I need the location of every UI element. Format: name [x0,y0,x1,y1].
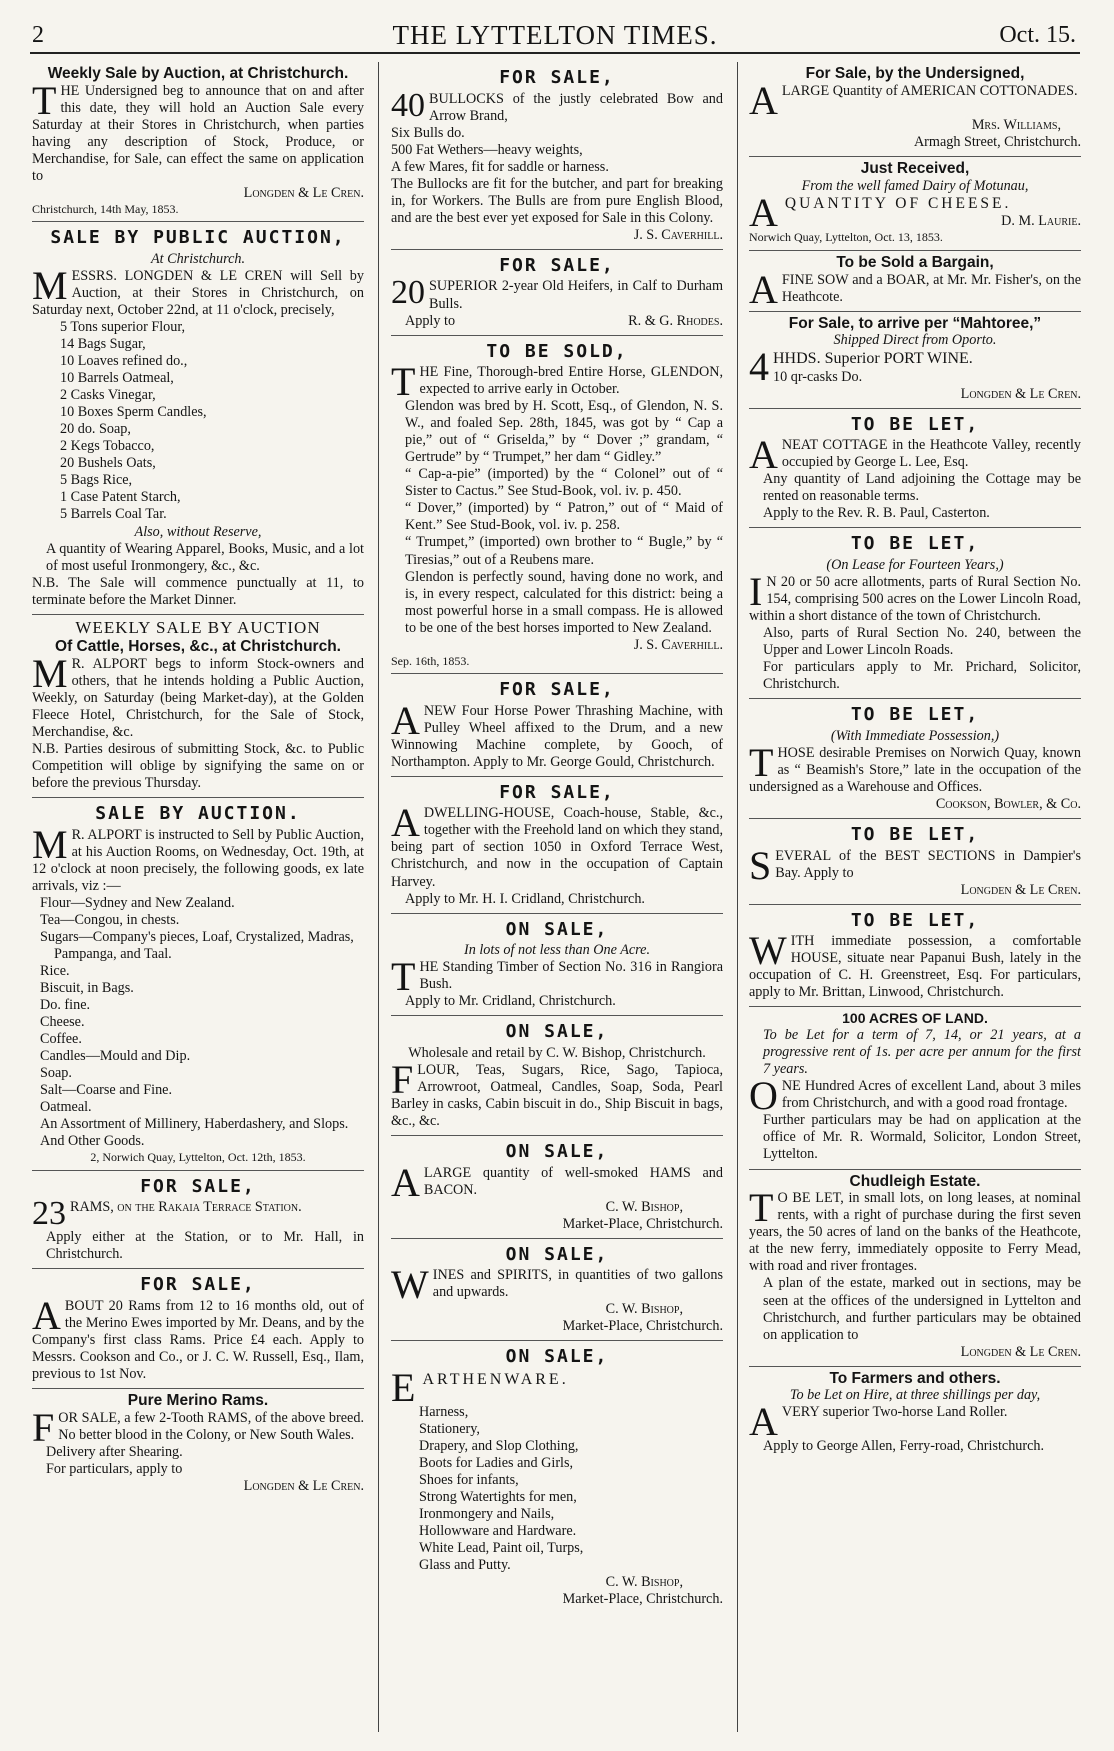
list-item: 5 Tons superior Flour, [60,319,186,336]
advert-heading: TO BE LET, [850,413,980,435]
advert-body: A quantity of Wearing Apparel, Books, Music, and a lot of most useful Ironmongery, &c., &c. [46,540,364,574]
advert-signature: J. S. Caverhill. [633,226,723,243]
advert-body: RAMS, on the Rakaia Terrace Station. [70,1199,302,1216]
advert-apply: Apply to Mr. H. I. Cridland, Christchurch. [405,890,645,907]
advert-body: EVERAL of the BEST SECTIONS in Dampier's Bay. Apply to [775,847,1081,881]
drop-cap: A [749,1399,778,1445]
advert-heading: For Sale, by the Undersigned, [805,65,1025,82]
advert-body: HHDS. Superior PORT WINE. [773,350,973,368]
list-item: 5 Barrels Coal Tar. [60,506,167,523]
advert-signature: D. M. Laurie. [1001,213,1081,230]
advert-signature: Longden & Le Cren. [243,185,364,201]
advert-body: ARTHENWARE. [422,1371,569,1389]
advert-heading: Just Received, [860,159,970,177]
advert-paragraph: For particulars apply to Mr. Prichard, Solicitor, Christchurch. [763,659,1081,693]
advert-heading: FOR SALE, [499,781,615,803]
advert-pure-merino-rams [32,1389,364,1500]
list-item: 1 Case Patent Starch, [60,489,181,506]
drop-cap: M [32,263,68,309]
advert-heading: ON SALE, [505,1243,609,1265]
advert-body: N 20 or 50 acre allotments, parts of Rural Section No. 154, comprising 500 acres on the Lower Lincoln Road, within a short distance of the town of Christchurch. [749,574,1081,625]
advert-date: Norwich Quay, Lyttelton, Oct. 13, 1853. [749,230,943,245]
drop-cap: A [749,266,778,312]
advert-heading: ON SALE, [505,1346,609,1368]
advert-line: A few Mares, fit for saddle or harness. [391,158,609,175]
advert-body-2: The Bullocks are fit for the butcher, and part for breaking in, for Workers. The Bulls are from pure English Blood, and are the best ever yet exposed for Sale in this Colony. [391,175,723,226]
list-item: Coffee. [40,1031,82,1048]
advert-signature: Mrs. Williams, [971,116,1061,133]
drop-cap: I [749,569,763,615]
drop-numeral: 4 [749,344,769,390]
list-item: Soap. [40,1065,72,1082]
advert-heading-2: Of Cattle, Horses, &c., at Christchurch. [55,638,341,656]
advert-heading: TO BE LET, [850,824,980,846]
advert-paragraph: A plan of the estate, marked out in sections, may be seen at the offices of the undersigned in Lyttelton and Christchurch, and further particulars may be obtained on application to [763,1275,1081,1343]
page-number: 2 [32,22,44,48]
drop-cap: M [32,821,68,867]
goods-list [391,1404,723,1574]
advert-heading: FOR SALE, [499,254,615,276]
list-item: Glass and Putty. [419,1557,511,1574]
list-item: An Assortment of Millinery, Haberdashery, and Slops. [40,1116,349,1133]
advert-heading: For Sale, to arrive per “Mahtoree,” [788,314,1042,332]
list-item: Strong Watertights for men, [419,1489,577,1506]
drop-numeral: 40 [391,86,425,124]
drop-cap: W [391,1262,429,1308]
advert-body: ITH immediate possession, a comfortable HOUSE, situate near Papanui Bush, lately in the occupation of C. H. Greenstreet, Esq. For particulars, apply to Mr. Brittan, Linwood, Christchurch. [749,933,1081,1001]
drop-cap: T [391,359,416,405]
list-item: Tea—Congou, in chests. [40,911,180,928]
advert-subheading: Also, without Reserve, [134,523,262,540]
advert-heading: Pure Merino Rams. [127,1392,269,1410]
list-item: Candles—Mould and Dip. [40,1048,191,1065]
advert-bullocks [391,62,723,250]
advert-heading: ON SALE, [505,1021,609,1043]
advert-heading: SALE BY AUCTION. [95,803,301,825]
advert-sale-by-auction [32,798,364,1171]
advert-body: LOUR, Teas, Sugars, Rice, Sago, Tapioca, Arrowroot, Oatmeal, Candles, Soap, Soda, Pearl Barley in casks, Cabin biscuit in do., Ship Biscuit in bags, &c., &c. [391,1061,723,1130]
advert-body: LARGE quantity of well-smoked HAMS and BACON. [423,1164,723,1198]
advert-body: BOUT 20 Rams from 12 to 16 months old, out of the Merino Ewes imported by Mr. Deans, and by the Company's first class Rams. Price £4 each. Apply to Messrs. Cookson and Co., or J. C. W. Russell, Esq., Ilam, previous to 1st Nov. [32,1297,364,1383]
advert-note: N.B. Parties desirous of submitting Stock, &c. to Public Competition will oblige by signifying the same on or before the previous Thursday. [32,741,364,792]
drop-cap: E [391,1365,419,1411]
advert-signature: J. S. Caverhill. [633,636,723,653]
drop-cap: T [391,954,416,1000]
advert-paragraph: “ Trumpet,” (imported) own brother to “ Bugle,” by “ Tiresias,” out of a Reubens mare. [405,534,723,568]
advert-date: Christchurch, 14th May, 1853. [32,202,179,217]
advert-signature: C. W. Bishop, [605,1301,683,1318]
advert-wines-spirits [391,1239,723,1342]
advert-weekly-sale [32,62,364,222]
advert-heading: Weekly Sale by Auction, at Christchurch. [47,65,349,82]
advert-paragraph: Also, parts of Rural Section No. 240, between the Upper and Lower Lincoln Roads. [763,625,1081,659]
advert-body: O BE LET, in small lots, on long leases, at nominal rents, with a right of purchase during the first seven years, the 50 acres of land on the banks of the Heathcote, at the new ferry, immediately opposite to Ferry Mead, with road and river frontages. [749,1190,1081,1275]
advert-cottonades [749,62,1081,157]
advert-signature: Longden & Le Cren. [960,881,1081,898]
advert-heading: ON SALE, [505,1141,609,1163]
list-item: White Lead, Paint oil, Turps, [419,1540,584,1557]
advert-sections [749,819,1081,905]
advert-signature: Longden & Le Cren. [960,1343,1081,1360]
advert-heading: 100 ACRES OF LAND. [842,1010,988,1027]
drop-cap: A [32,1292,61,1338]
list-item: Flour—Sydney and New Zealand. [40,894,235,911]
drop-cap: O [749,1073,778,1119]
list-item: Ironmongery and Nails, [419,1506,555,1523]
advert-body: FINE SOW and a BOAR, at Mr. Mr. Fisher's, on the Heathcote. [781,271,1081,305]
list-item: Rice. [40,962,70,979]
advert-heading: To Farmers and others. [829,1369,1001,1387]
list-item: Sugars—Company's pieces, Loaf, Crystalized, Madras, Pampanga, and Taal. [40,928,354,962]
advert-body: ESSRS. LONGDEN & LE CREN will Sell by Auction, at their Stores in Christchurch, on Saturday next, October 22nd, at 11 o'clock, precisely, [32,268,364,319]
list-item: Oatmeal. [40,1099,92,1116]
advert-line: 500 Fat Wethers—heavy weights, [391,141,583,158]
advert-line: Delivery after Shearing. [46,1443,183,1460]
advert-weekly-cattle-sale [32,615,364,798]
drop-cap: F [391,1056,414,1102]
issue-date: Oct. 15. [999,22,1076,48]
advert-house-papanui [749,905,1081,1008]
drop-cap: S [749,842,772,888]
drop-cap: A [391,800,420,846]
advert-public-auction [32,222,364,614]
list-item: Shoes for infants, [419,1472,519,1489]
list-item: Biscuit, in Bags. [40,980,134,996]
advert-hams-bacon [391,1136,723,1239]
list-item: 2 Kegs Tobacco, [60,438,155,455]
list-item: 20 Bushels Oats, [60,455,156,472]
advert-body: DWELLING-HOUSE, Coach-house, Stable, &c., together with the Freehold land on which they stand, being part of section 1050 in Oxford Terrace West, Christchurch, and now in the occupation of Captain Harvey. [391,805,723,890]
column-rule-1 [378,62,379,1732]
advert-intro: Wholesale and retail by C. W. Bishop, Christchurch. [408,1044,706,1061]
list-item: 2 Casks Vinegar, [60,387,156,404]
list-item: Boots for Ladies and Girls, [419,1455,574,1472]
advert-subheading: (With Immediate Possession,) [830,727,1000,744]
advert-dwelling-house [391,777,723,914]
goods-list [32,895,364,1150]
advert-apply: Apply to the Rev. R. B. Paul, Casterton. [763,505,990,522]
advert-standing-timber [391,914,723,1017]
advert-body: R. ALPORT is instructed to Sell by Public Auction, at his Auction Rooms, on Wednesday, Oct. 19th, at 12 o'clock at noon precisely, the following goods, ex late arrivals, viz :— [32,826,364,894]
advert-body-2: Apply either at the Station, or to Mr. Hall, in Christchurch. [46,1229,364,1263]
goods-list [32,319,364,523]
advert-land-roller [749,1367,1081,1461]
advert-body: SUPERIOR 2-year Old Heifers, in Calf to Durham Bulls. [429,278,723,312]
advert-flour-teas [391,1016,723,1136]
advert-rams-rakaia [32,1171,364,1270]
advert-date: Sep. 16th, 1853. [391,653,470,668]
list-item: And Other Goods. [40,1133,145,1150]
advert-body: NE Hundred Acres of excellent Land, about 3 miles from Christchurch, and with a good road frontage. [781,1078,1081,1112]
advert-signature: C. W. Bishop, [605,1198,683,1215]
advert-subheading: (On Lease for Fourteen Years,) [826,557,1004,574]
advert-body: HE Fine, Thorough-bred Entire Horse, GLENDON, expected to arrive early in October. [419,364,723,398]
advert-heading: To be Sold a Bargain, [836,253,994,271]
advert-line: 10 qr-casks Do. [773,368,863,385]
advert-apply: Apply to George Allen, Ferry-road, Christchurch. [763,1438,1045,1455]
advert-merino-rams [32,1269,364,1389]
drop-cap: M [32,650,68,696]
masthead [30,18,1080,54]
advert-paragraph: “ Dover,” (imported) by “ Patron,” out of “ Maid of Kent.” See Stud-Book, vol. iv. p. 258. [405,500,723,534]
advert-address: Market-Place, Christchurch. [562,1215,723,1232]
advert-port-wine [749,312,1081,409]
advert-cottage [749,409,1081,529]
advert-heifers [391,250,723,336]
advert-body: OR SALE, a few 2-Tooth RAMS, of the above breed. No better blood in the Colony, or New South Wales. [58,1409,364,1443]
advert-body: INES and SPIRITS, in quantities of two gallons and upwards. [432,1267,723,1301]
advert-heading: FOR SALE, [140,1274,256,1296]
list-item: 10 Boxes Sperm Candles, [60,404,207,421]
advert-body: HOSE desirable Premises on Norwich Quay, known as “ Beamish's Store,” late in the occupation of the undersigned as a Warehouse and Offices. [749,744,1081,795]
advert-note: N.B. The Sale will commence punctually at 11, to terminate before the Market Dinner. [32,574,364,608]
advert-paragraph: Glendon is perfectly sound, having done no work, and is, in every respect, calculated for this district: being a most powerful horse in a small compass. He is allowed to be one of the best horses imported to New Zealand. [405,568,723,636]
list-item: 20 do. Soap, [60,421,131,438]
advert-signature: Longden & Le Cren. [243,1478,364,1495]
advert-heading: TO BE LET, [850,704,980,726]
list-item: Cheese. [40,1014,85,1031]
advert-earthenware [391,1341,723,1613]
advert-body: NEW Four Horse Power Thrashing Machine, with Pulley Wheel affixed to the Drum, and a new Winnowing Machine complete, by Gooch, of Northampton. Apply to Mr. George Gould, Christchurch. [391,702,723,770]
advert-body: BULLOCKS of the justly celebrated Bow and Arrow Brand, [429,90,723,124]
list-item: Do. fine. [40,997,91,1014]
drop-cap: T [749,739,774,785]
drop-cap: A [749,189,781,235]
drop-cap: W [749,928,787,974]
advert-subheading: To be Let for a term of 7, 14, or 21 years, at a progressive rent of 1s. per acre per annum for the first 7 years. [763,1027,1081,1078]
list-item: 10 Barrels Oatmeal, [60,370,174,387]
drop-cap: T [749,1185,774,1231]
advert-heading: FOR SALE, [140,1175,256,1197]
advert-glendon-horse [391,336,723,675]
advert-heading: ON SALE, [505,918,609,940]
advert-signature: R. & G. Rhodes. [628,312,723,329]
advert-heading: TO BE LET, [850,533,980,555]
advert-body: HE Standing Timber of Section No. 316 in Rangiora Bush. [419,959,723,993]
advert-paragraph: Any quantity of Land adjoining the Cottage may be rented on reasonable terms. [763,471,1081,505]
drop-numeral: 20 [391,274,425,312]
list-item: Hollowware and Hardware. [419,1523,577,1540]
advert-line [391,313,723,330]
advert-subheading: From the well famed Dairy of Motunau, [801,177,1029,194]
advert-paragraph: Glendon was bred by H. Scott, Esq., of Glendon, N. S. W., and foaled Sep. 28th, 1845, was got by “ Cap a pie,” out of “ Griselda,” by “ Dover ;” grandam, “ Gertrude” by “ Trumpet,” her dam “ Gidley.” [405,398,723,466]
advert-date: 2, Norwich Quay, Lyttelton, Oct. 12th, 1853. [90,1150,306,1165]
advert-cheese [749,157,1081,251]
advert-allotments [749,528,1081,699]
advert-body: R. ALPORT begs to inform Stock-owners and others, that he intends holding a Public Auction, Weekly, on Saturday (being Market-day), at the Golden Fleece Hotel, Christchurch, for the Sale of Stock, Merchandise, &c. [32,655,364,740]
advert-address: Armagh Street, Christchurch. [913,133,1081,150]
advert-heading: WEEKLY SALE BY AUCTION [75,617,321,637]
list-item: 5 Bags Rice, [60,472,133,489]
advert-address: Market-Place, Christchurch. [562,1318,723,1335]
advert-paragraph: Further particulars may be had on application at the office of Mr. R. Wormald, Solicitor, London Street, Lyttelton. [763,1112,1081,1163]
advert-subheading: Shipped Direct from Oporto. [833,332,997,349]
advert-sow-boar [749,251,1081,312]
newspaper-title: THE LYTTELTON TIMES. [392,20,718,50]
list-item: 14 Bags Sugar, [60,336,146,353]
drop-cap: T [32,77,57,123]
advert-subheading: In lots of not less than One Acre. [464,942,650,959]
column-1 [32,62,364,1742]
drop-cap: F [32,1404,55,1450]
advert-chudleigh-estate [749,1170,1081,1367]
advert-heading: FOR SALE, [499,679,615,701]
advert-heading: Chudleigh Estate. [849,1172,981,1190]
drop-numeral: 23 [32,1195,66,1233]
advert-premises [749,699,1081,819]
advert-apply: Apply to Mr. Cridland, Christchurch. [405,993,616,1010]
list-item: Drapery, and Slop Clothing, [419,1438,579,1455]
advert-signature: C. W. Bishop, [605,1574,683,1591]
column-rule-2 [737,62,738,1732]
list-item: 10 Loaves refined do., [60,353,188,370]
apply-label: Apply to [405,312,456,329]
advert-body: NEAT COTTAGE in the Heathcote Valley, recently occupied by George L. Lee, Esq. [781,437,1081,471]
advert-address: Market-Place, Christchurch. [562,1591,723,1608]
drop-cap: A [391,1159,420,1205]
advert-signature: Cookson, Bowler, & Co. [935,796,1081,813]
drop-cap: A [749,77,778,123]
advert-body: QUANTITY OF CHEESE. [784,194,1012,212]
advert-paragraph: “ Cap-a-pie” (imported) by the “ Colonel” out of “ Sister to Cactus.” See Stud-Book, vol. iv. p. 450. [405,466,723,500]
advert-heading: FOR SALE, [499,67,615,88]
list-item: Stationery, [419,1421,480,1438]
advert-body: LARGE Quantity of AMERICAN COTTONADES. [781,82,1078,99]
advert-heading: SALE BY PUBLIC AUCTION, [50,227,346,249]
advert-heading: TO BE SOLD, [486,340,628,362]
advert-heading: TO BE LET, [850,909,980,931]
drop-cap: A [749,432,778,478]
advert-line: Six Bulls do. [391,124,465,141]
list-item: Harness, [419,1404,469,1421]
advert-subheading: To be Let on Hire, at three shillings per day, [789,1387,1041,1404]
advert-thrashing-machine [391,674,723,777]
advert-body: HE Undersigned beg to announce that on and after this date, they will hold an Auction Sale every Saturday at their Stores in Christchurch, when parties having any description of Stock, Produce, or Merchandise, for Sale, can effect the same on application to [32,82,364,184]
column-2 [391,62,723,1742]
advert-signature: Longden & Le Cren. [960,385,1081,402]
drop-cap: A [391,697,420,743]
advert-subheading: At Christchurch. [150,251,246,268]
advert-line: For particulars, apply to [46,1461,183,1478]
list-item: Salt—Coarse and Fine. [40,1082,173,1099]
column-3 [749,62,1081,1742]
advert-body: VERY superior Two-horse Land Roller. [781,1404,1008,1421]
advert-100-acres [749,1007,1081,1169]
